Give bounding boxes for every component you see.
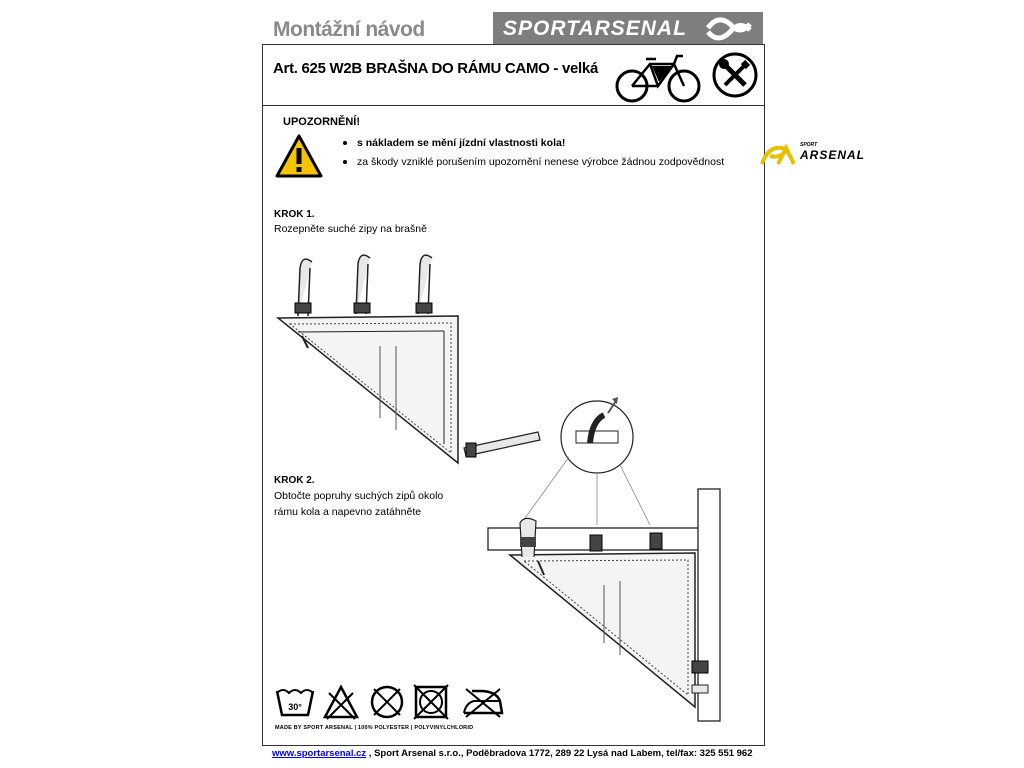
tools-icon	[712, 52, 758, 98]
warning-item: za škody vzniklé porušením upozornění nenese výrobce žádnou zodpovědnost	[343, 156, 724, 168]
side-logo-sport: SPORT	[800, 142, 818, 148]
no-tumble-dry-icon	[414, 685, 448, 719]
side-logo-arsenal: ARSENAL	[800, 148, 866, 162]
step1-heading: KROK 1.	[274, 209, 315, 220]
no-bleach-icon	[325, 687, 357, 719]
document-title: Montážní návod	[273, 18, 425, 41]
warning-item: s nákladem se mění jízdní vlastnosti kola!	[343, 137, 565, 149]
step2-text: rámu kola a napevno zatáhněte	[274, 506, 422, 518]
wash-30-icon	[277, 690, 313, 715]
footer-address: , Sport Arsenal s.r.o., Poděbradova 1772, 289 22 Lysá nad Labem, tel/fax: 325 551 962	[366, 748, 753, 759]
brand-banner	[493, 12, 763, 44]
care-symbols	[274, 683, 504, 721]
no-iron-icon	[464, 689, 502, 717]
wash-temp: 30°	[288, 702, 302, 712]
care-caption: MADE BY SPORT ARSENAL | 100% POLYESTER | POLYVINYLCHLORID	[275, 725, 474, 731]
no-dry-clean-icon	[372, 687, 402, 717]
warning-icon	[274, 133, 324, 179]
step1-text: Rozepněte suché zipy na brašně	[274, 223, 427, 235]
step2-text: Obtočte popruhy suchých zipů okolo	[274, 490, 444, 502]
brand-name: SPORTARSENAL	[503, 17, 687, 40]
bike-icon	[612, 50, 704, 104]
step2-heading: KROK 2.	[274, 475, 315, 486]
brand-logo-icon	[700, 14, 758, 42]
footer	[272, 748, 753, 759]
warning-heading: UPOZORNĚNÍ!	[283, 116, 360, 128]
sport-arsenal-logo-icon	[758, 142, 800, 168]
step2-illustration	[480, 385, 730, 725]
article-title: Art. 625 W2B BRAŠNA DO RÁMU CAMO - velká	[273, 60, 598, 77]
website-link[interactable]: www.sportarsenal.cz	[272, 748, 367, 759]
